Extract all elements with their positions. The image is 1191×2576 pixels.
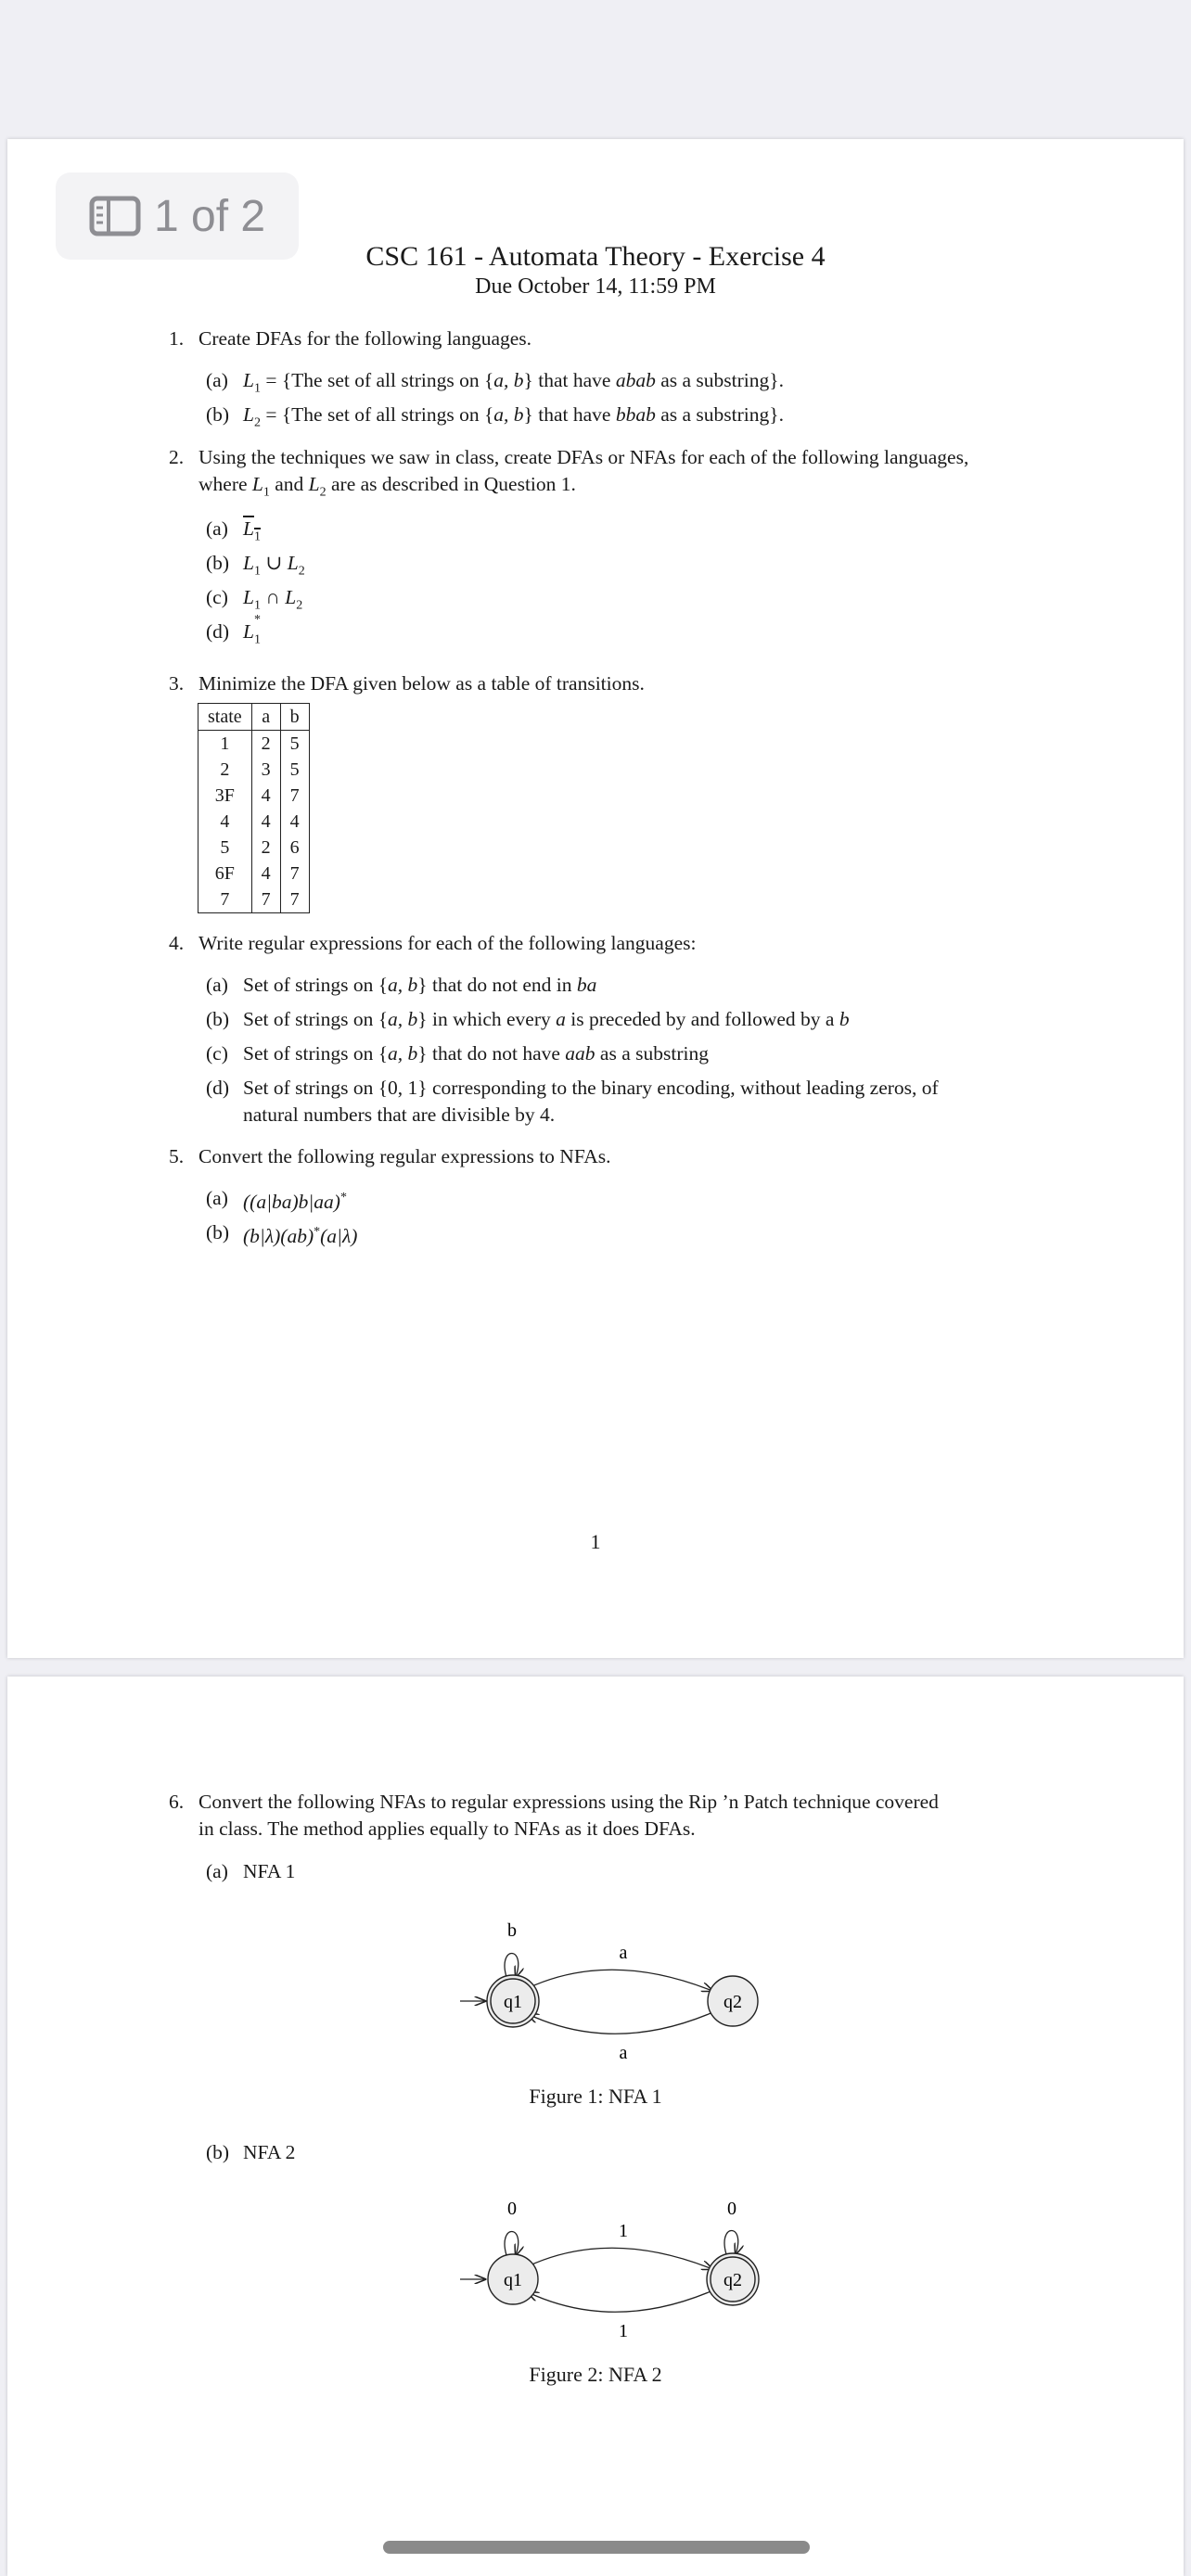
q4-b-label: (b) [206, 1008, 230, 1030]
table-row [198, 861, 310, 886]
loop-q1-label: 0 [507, 2199, 517, 2219]
table-cell: 7 [280, 783, 309, 809]
q6-a-text: NFA 1 [243, 1860, 296, 1882]
question-6-line-2: in class. The method applies equally to NFAs as it does DFAs. [198, 1817, 696, 1840]
question-5-text: Convert the following regular expressions to NFAs. [198, 1145, 611, 1167]
table-cell: 3F [198, 783, 252, 809]
self-loop-q1 [505, 1954, 519, 1978]
document-page-1 [7, 139, 1184, 1658]
state-q1-label: q1 [504, 1992, 522, 2012]
edge-q1-to-q2 [528, 2248, 712, 2269]
table-cell: 7 [280, 861, 309, 886]
table-cell: 4 [198, 809, 252, 835]
table-cell: 4 [251, 783, 280, 809]
top-edge-label: 1 [619, 2221, 628, 2241]
question-2-line-2: where $L_1$ and $L_2$ are as described in Question 1. [198, 473, 576, 500]
table-cell: 2 [251, 731, 280, 758]
edge-q1-to-q2 [528, 1970, 712, 1991]
question-3-text: Minimize the DFA given below as a table of transitions. [198, 672, 645, 695]
table-header-row [198, 704, 310, 731]
figure-2-caption: Figure 2: NFA 2 [529, 2363, 662, 2386]
edge-q2-to-q1 [528, 2289, 715, 2312]
q4-a-text: Set of strings on {a, b} that do not end in ba [243, 974, 597, 996]
q2-d-expr: L * $_1$ [243, 613, 261, 647]
table-cell: 6F [198, 861, 252, 886]
table-cell: 7 [251, 886, 280, 913]
bottom-edge-label: 1 [619, 2321, 628, 2341]
question-6-number: 6. [169, 1791, 185, 1813]
table-row [198, 886, 310, 913]
question-6-line-1: Convert the following NFAs to regular expressions using the Rip ’n Patch technique covered [198, 1791, 939, 1813]
q4-d-line-2: natural numbers that are divisible by 4. [243, 1103, 556, 1126]
state-q2-label: q2 [724, 2270, 742, 2290]
question-1-text: Create DFAs for the following languages. [198, 327, 532, 350]
q2-b-label: (b) [206, 552, 230, 574]
q2-d-label: (d) [206, 620, 230, 643]
table-cell: 1 [198, 731, 252, 758]
question-1-number: 1. [169, 327, 185, 350]
table-cell: 5 [198, 835, 252, 861]
q5-a-expr: ((a|ba)b|aa)* [243, 1191, 347, 1214]
table-cell: 4 [251, 809, 280, 835]
q1-b-label: (b) [206, 403, 230, 426]
q1-b-text: $L_2 = \{The$ set of all strings on {a, b} that have bbab as a substring}. [243, 403, 784, 430]
transition-table [198, 703, 310, 913]
self-loop-q2 [724, 2231, 738, 2255]
table-header-a: a [251, 704, 280, 731]
q5-b-label: (b) [206, 1221, 230, 1243]
self-loop-q1 [505, 2232, 519, 2256]
page-indicator-text: 1 of 2 [154, 191, 266, 241]
q4-c-label: (c) [206, 1042, 228, 1065]
nfa-2-diagram [434, 2187, 768, 2344]
q2-a-label: (a) [206, 517, 228, 540]
top-edge-label: a [619, 1943, 628, 1963]
table-row [198, 835, 310, 861]
table-cell: 2 [251, 835, 280, 861]
table-header-b: b [280, 704, 309, 731]
q4-d-line-1: Set of strings on {0, 1} corresponding to the binary encoding, without leading zeros, of [243, 1077, 939, 1099]
nfa-1-diagram [434, 1908, 768, 2066]
bottom-edge-label: a [619, 2043, 628, 2063]
q4-a-label: (a) [206, 974, 228, 996]
table-cell: 2 [198, 757, 252, 783]
table-cell: 5 [280, 757, 309, 783]
due-date: Due October 14, 11:59 PM [475, 274, 716, 299]
q2-c-label: (c) [206, 586, 228, 608]
table-cell: 6 [280, 835, 309, 861]
state-q1-label: q1 [504, 2270, 522, 2290]
q2-c-expr: $L_1$ ∩ $L_2$ [243, 586, 303, 613]
table-header-state: state [198, 704, 252, 731]
table-row [198, 783, 310, 809]
table-cell: 7 [198, 886, 252, 913]
table-row [198, 757, 310, 783]
table-cell: 4 [280, 809, 309, 835]
edge-q2-to-q1 [528, 2011, 715, 2034]
table-cell: 4 [251, 861, 280, 886]
q6-a-label: (a) [206, 1860, 228, 1882]
question-2-number: 2. [169, 446, 185, 468]
q2-b-expr: $L_1$ ∪ $L_2$ [243, 552, 305, 579]
question-4-number: 4. [169, 932, 185, 954]
page-number: 1 [590, 1530, 601, 1553]
q4-d-label: (d) [206, 1077, 230, 1099]
question-5-number: 5. [169, 1145, 185, 1167]
table-cell: 7 [280, 886, 309, 913]
q5-a-label: (a) [206, 1187, 228, 1209]
table-row [198, 809, 310, 835]
loop-q2-label: 0 [727, 2199, 736, 2219]
question-3-number: 3. [169, 672, 185, 695]
q4-c-text: Set of strings on {a, b} that do not have aab as a substring [243, 1042, 709, 1065]
table-cell: 5 [280, 731, 309, 758]
document-title: CSC 161 - Automata Theory - Exercise 4 [365, 241, 826, 272]
table-cell: 3 [251, 757, 280, 783]
document-page-2 [7, 1677, 1184, 2576]
q1-a-text: $L_1 = \{The$ set of all strings on {a, b} that have abab as a substring}. [243, 369, 784, 396]
loop-label: b [507, 1920, 517, 1941]
state-q2-label: q2 [724, 1992, 742, 2012]
q1-a-label: (a) [206, 369, 228, 391]
q6-b-label: (b) [206, 2141, 230, 2163]
q2-a-expr: $L_1$ [243, 517, 261, 544]
sidebar-icon [89, 196, 141, 236]
table-row [198, 731, 310, 758]
question-2-line-1: Using the techniques we saw in class, create DFAs or NFAs for each of the following languages, [198, 446, 969, 468]
figure-1-caption: Figure 1: NFA 1 [529, 2085, 662, 2108]
question-4-text: Write regular expressions for each of the following languages: [198, 932, 697, 954]
home-indicator[interactable] [383, 2541, 810, 2554]
q4-b-text: Set of strings on {a, b} in which every a is preceded by and followed by a b [243, 1008, 850, 1030]
q5-b-expr: (b|λ)(ab)*(a|λ) [243, 1225, 358, 1248]
q6-b-text: NFA 2 [243, 2141, 296, 2163]
